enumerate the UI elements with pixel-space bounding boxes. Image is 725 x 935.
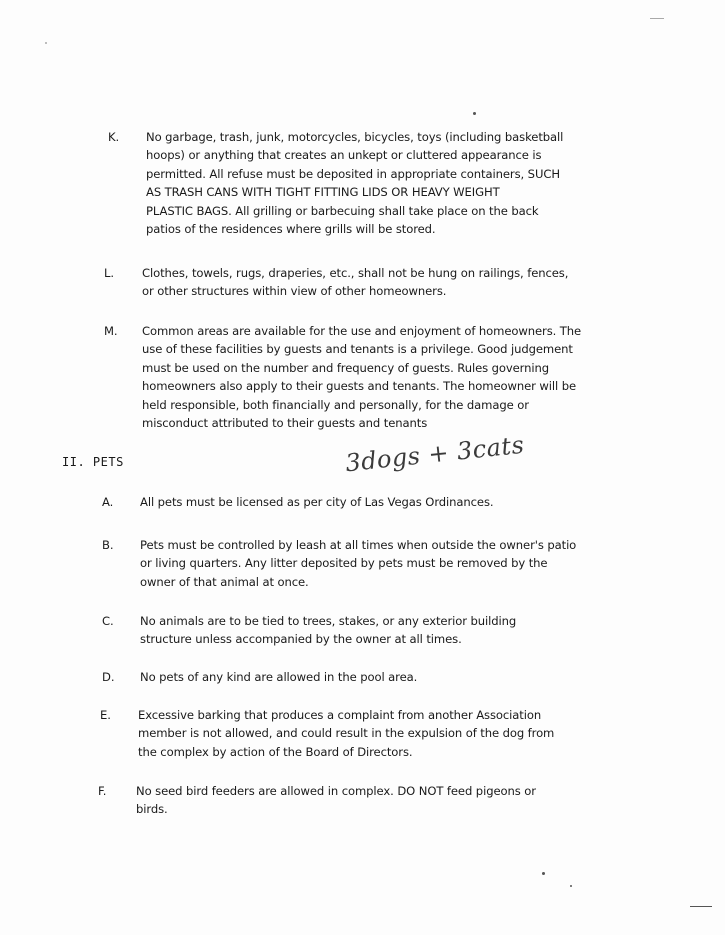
rule-line: Pets must be controlled by leash at all times when outside the owner's patio bbox=[140, 538, 577, 552]
rule-line: No animals are to be tied to trees, stakes, or any exterior building bbox=[140, 614, 517, 628]
section-heading-pets: II. PETS bbox=[62, 455, 124, 469]
scan-speck bbox=[690, 906, 712, 907]
scan-speck bbox=[45, 42, 47, 44]
rule-line: No garbage, trash, junk, motorcycles, bicycles, toys (including basketball bbox=[146, 130, 564, 144]
rule-line: permitted. All refuse must be deposited in appropriate containers, SUCH bbox=[146, 166, 560, 181]
rule-letter: F. bbox=[98, 784, 107, 798]
handwritten-note: 3dogs + 3cats bbox=[344, 430, 526, 478]
rule-letter: A. bbox=[102, 495, 114, 509]
rule-text bbox=[140, 536, 622, 591]
rule-letter: C. bbox=[102, 614, 114, 628]
rule-letter: B. bbox=[102, 538, 114, 552]
rule-text bbox=[140, 612, 622, 649]
rule-text bbox=[138, 706, 620, 761]
rule-text bbox=[140, 668, 622, 686]
rule-line: birds. bbox=[136, 802, 168, 817]
rule-line: No pets of any kind are allowed in the pool area. bbox=[140, 670, 418, 684]
rule-letter: L. bbox=[104, 266, 114, 280]
rule-letter: D. bbox=[102, 670, 115, 684]
rule-line: or living quarters. Any litter deposited by pets must be removed by the bbox=[140, 556, 548, 571]
rule-line: Excessive barking that produces a complaint from another Association bbox=[138, 708, 542, 722]
rule-text bbox=[140, 493, 622, 511]
rule-line: No seed bird feeders are allowed in complex. DO NOT feed pigeons or bbox=[136, 784, 536, 798]
rule-letter: M. bbox=[104, 324, 118, 338]
rule-line: Clothes, towels, rugs, draperies, etc., shall not be hung on railings, fences, bbox=[142, 266, 569, 280]
scan-speck bbox=[542, 872, 545, 875]
rule-line: Common areas are available for the use and enjoyment of homeowners. The bbox=[142, 324, 582, 338]
rule-text bbox=[136, 782, 618, 819]
rule-line: misconduct attributed to their guests and tenants bbox=[142, 416, 428, 431]
rule-line: member is not allowed, and could result in the expulsion of the dog from bbox=[138, 726, 555, 741]
rule-line: must be used on the number and frequency of guests. Rules governing bbox=[142, 360, 550, 375]
scan-speck bbox=[650, 18, 664, 19]
rule-text bbox=[146, 128, 628, 238]
rule-line: PLASTIC BAGS. All grilling or barbecuing shall take place on the back bbox=[146, 203, 539, 218]
rule-line: structure unless accompanied by the owner at all times. bbox=[140, 632, 462, 647]
scan-speck bbox=[570, 885, 572, 887]
rule-line: owner of that animal at once. bbox=[140, 574, 309, 589]
rule-text bbox=[142, 322, 624, 432]
rule-line: held responsible, both financially and personally, for the damage or bbox=[142, 397, 529, 412]
rule-text bbox=[142, 264, 624, 301]
rule-line: use of these facilities by guests and tenants is a privilege. Good judgement bbox=[142, 342, 573, 357]
scan-speck bbox=[473, 112, 476, 115]
rule-line: AS TRASH CANS WITH TIGHT FITTING LIDS OR HEAVY WEIGHT bbox=[146, 185, 500, 200]
rule-line: hoops) or anything that creates an unkept or cluttered appearance is bbox=[146, 148, 542, 163]
rule-line: homeowners also apply to their guests and tenants. The homeowner will be bbox=[142, 379, 577, 394]
rule-letter: E. bbox=[100, 708, 111, 722]
rule-line: or other structures within view of other homeowners. bbox=[142, 284, 447, 299]
rule-line: the complex by action of the Board of Directors. bbox=[138, 744, 413, 759]
rule-line: All pets must be licensed as per city of Las Vegas Ordinances. bbox=[140, 495, 494, 509]
rule-line: patios of the residences where grills will be stored. bbox=[146, 222, 436, 237]
rule-letter: K. bbox=[108, 130, 120, 144]
